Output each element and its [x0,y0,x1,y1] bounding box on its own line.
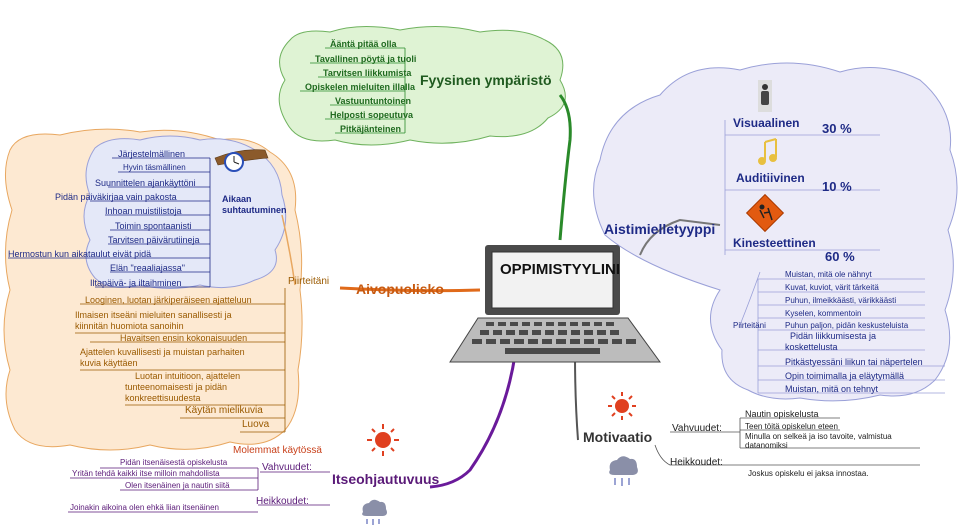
aikaan-label-1: Aikaan [222,194,252,204]
itse-heikkoudet: Heikkoudet: [256,496,309,507]
list-item: Olen itsenäinen ja nautin siitä [125,481,230,490]
list-item: Järjestelmällinen [118,149,186,159]
list-item: Ilmaisen itseäni mieluiten sanallisesti ja [75,310,232,320]
list-item: Havaitsen ensin kokonaisuuden [120,333,248,343]
list-item: Joinakin aikoina olen ehkä liian itsenäinen [70,503,219,512]
motiv-vahvuudet: Vahvuudet: [672,423,722,434]
list-item: tunteenomaisesti ja pidän [125,382,228,392]
list-item: Tavallinen pöytä ja tuoli [315,54,417,64]
list-item: Ajattelen kuvallisesti ja muistan parhaiten [80,347,245,357]
list-item: kiinnitän huomiota sanoihin [75,321,184,331]
list-item: Iltapäivä- ja iltaihminen [90,278,182,288]
molemmat-label: Molemmat käytössä [233,445,322,456]
list-item: Looginen, luotan järkiperäiseen ajatteluun [85,295,252,305]
branch-itseohjautuvuus [430,355,515,487]
list-item: datanomiksi [745,441,788,450]
branch-motivaatio [575,355,578,440]
list-item: Kyselen, kommentoin [785,309,862,318]
itse-vahvuudet: Vahvuudet: [262,462,312,473]
center-title: OPPIMISTYYLINI [500,261,621,278]
list-item: Opin toimimalla ja eläytymällä [785,371,905,381]
list-item: Puhun paljon, pidän keskusteluista [785,321,909,330]
list-item: Pidän liikkumisesta ja [790,331,877,341]
list-item: Ääntä pitää olla [330,39,397,49]
aivopuolisko-title: Aivopuolisko [356,281,444,297]
aistimiel-piirteita: Piirteitäni [733,321,766,330]
list-item: Luotan intuitioon, ajattelen [135,371,241,381]
motiv-heikkoudet: Heikkoudet: [670,457,723,468]
list-item: Yritän tehdä kaikki itse milloin mahdollista [72,469,220,478]
list-item: Tarvitsen liikkumista [323,68,412,78]
list-item: Hermostun kun aikataulut eivät pidä [8,249,152,259]
list-item: koskettelusta [785,342,838,352]
list-item: Suunnittelen ajankäyttöni [95,178,196,188]
list-item: Elän "reaaliajassa" [110,263,185,273]
person-icon [758,80,772,112]
list-item: Toimin spontaanisti [115,221,192,231]
visual-pct: 30 % [822,121,852,136]
list-item: Puhun, ilmeikkäästi, värikkäästi [785,296,897,305]
visual-label: Visuaalinen [733,116,800,130]
list-item: Luova [242,419,270,430]
audit-label: Auditiivinen [736,171,805,185]
list-item: konkreettisuudesta [125,393,201,403]
list-item: Minulla on selkeä ja iso tavoite, valmistua [745,432,892,441]
audit-pct: 10 % [822,179,852,194]
sun-icon [367,424,399,456]
list-item: Käytän mielikuvia [185,405,263,416]
rain-cloud-icon [609,456,638,486]
itseohjautuvuus-title: Itseohjautuvuus [332,471,440,487]
fyysinen-title: Fyysinen ympäristö [420,72,552,88]
kines-pct: 60 % [825,249,855,264]
list-item: Pidän päiväkirjaa vain pakosta [55,192,177,202]
list-item: Joskus opiskelu ei jaksa innostaa. [748,469,869,478]
list-item: Hyvin täsmällinen [123,163,186,172]
list-item: Teen töitä opiskelun eteen [745,422,838,431]
list-item: Kuvat, kuviot, värit tärkeitä [785,283,879,292]
list-item: Pitkäjänteinen [340,124,402,134]
list-item: Pidän itsenäisestä opiskelusta [120,458,228,467]
aivo-piirteita: Piirteitäni [288,276,330,287]
list-item: Nautin opiskelusta [745,409,819,419]
aikaan-label-2: suhtautuminen [222,205,287,215]
list-item: kuvia käyttäen [80,358,138,368]
list-item: Inhoan muistilistoja [105,206,182,216]
list-item: Pitkästyessäni liikun tai näpertelen [785,357,923,367]
list-item: Helposti sopeutuva [330,110,414,120]
sun-icon [608,392,636,420]
rain-cloud-icon [362,500,387,525]
list-item: Muistan, mitä ole nähnyt [785,270,872,279]
list-item: Muistan, mitä on tehnyt [785,384,879,394]
list-item: Opiskelen mieluiten illalla [305,82,416,92]
aistimiel-title: Aistimielletyyppi [604,221,716,237]
motivaatio-title: Motivaatio [583,429,653,445]
list-item: Vastuuntuntoinen [335,96,411,106]
kines-label: Kinesteettinen [733,236,816,250]
list-item: Tarvitsen päivärutiineja [108,235,200,245]
branch-fyysinen [560,95,570,240]
